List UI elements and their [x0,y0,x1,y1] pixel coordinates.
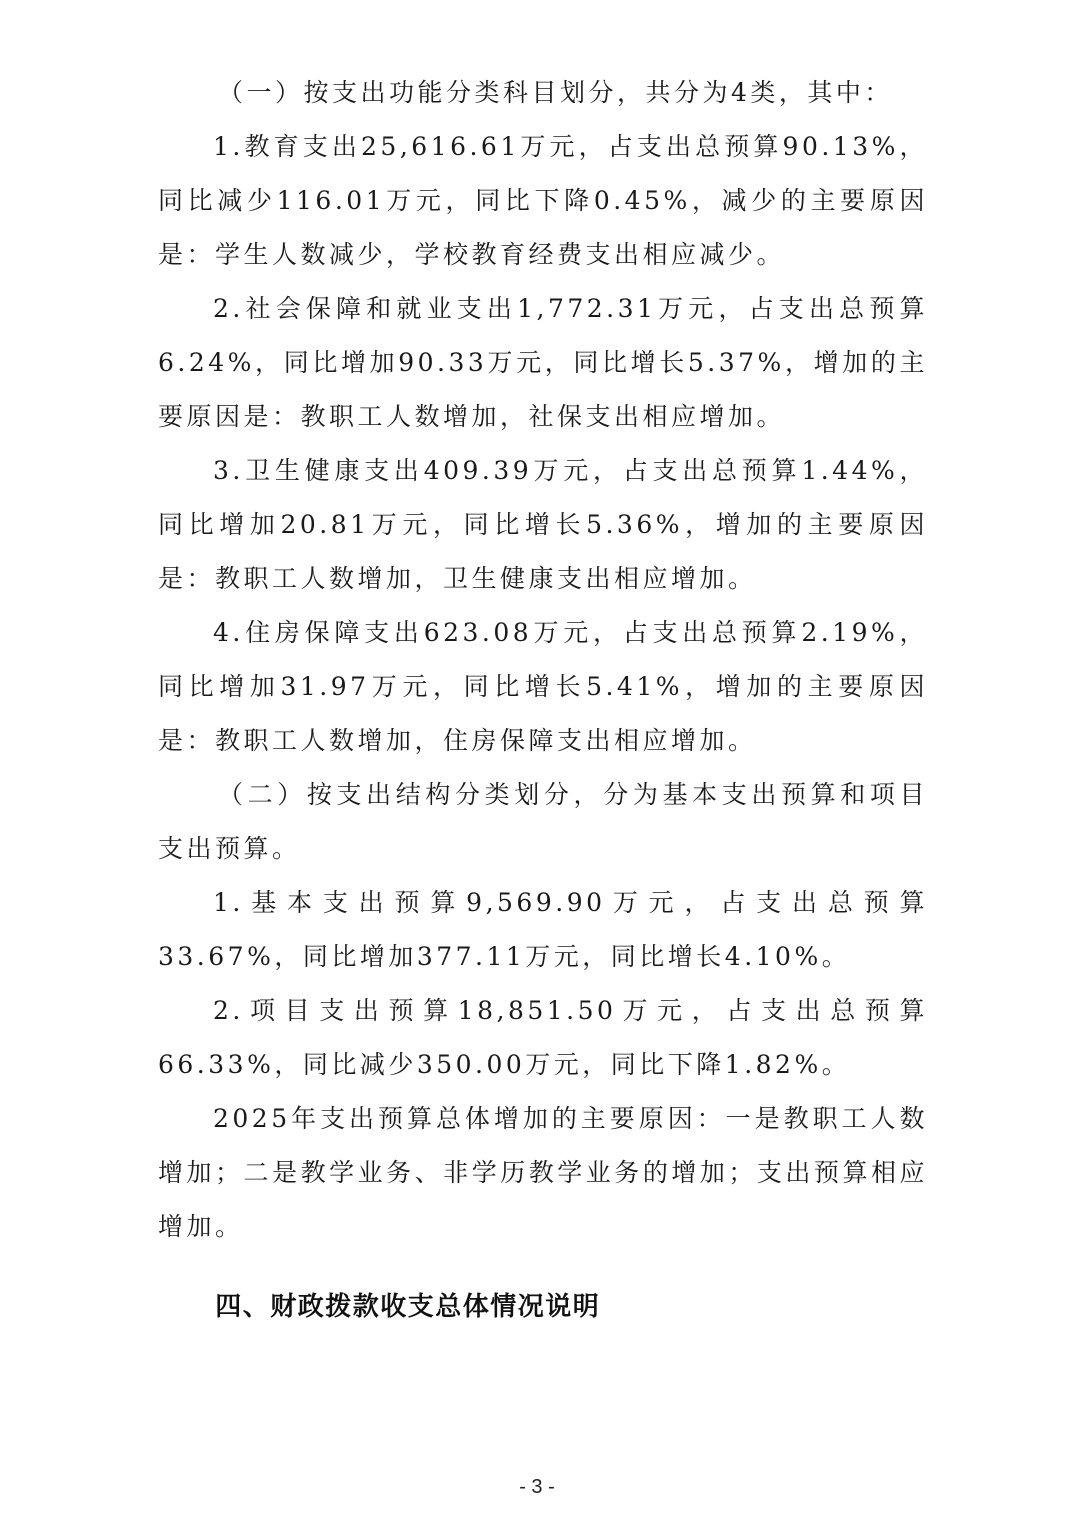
document-body [158,66,928,1334]
paragraph-social-security-expenditure: 2.社会保障和就业支出1,772.31万元，占支出总预算6.24%，同比增加90.33万元，同比增长5.37%，增加的主要原因是：教职工人数增加，社保支出相应增加。 [158,294,928,431]
paragraph-basic-expenditure: 1.基本支出预算9,569.90万元，占支出总预算33.67%，同比增加377.11万元，同比增长4.10%。 [158,888,928,971]
paragraph-structural-classification-intro: （二）按支出结构分类划分，分为基本支出预算和项目支出预算。 [158,780,928,863]
paragraph-housing-expenditure: 4.住房保障支出623.08万元，占支出总预算2.19%，同比增加31.97万元，同比增长5.41%，增加的主要原因是：教职工人数增加，住房保障支出相应增加。 [158,618,928,755]
paragraph-functional-classification-intro: （一）按支出功能分类科目划分，共分为4类，其中： [218,78,893,107]
paragraph-increase-reasons: 2025年支出预算总体增加的主要原因：一是教职工人数增加；二是教学业务、非学历教学业务的增加；支出预算相应增加。 [158,1104,928,1241]
paragraph-education-expenditure: 1.教育支出25,616.61万元，占支出总预算90.13%，同比减少116.01万元，同比下降0.45%，减少的主要原因是：学生人数减少，学校教育经费支出相应减少。 [158,132,928,269]
paragraph-health-expenditure: 3.卫生健康支出409.39万元，占支出总预算1.44%，同比增加20.81万元，同比增长5.36%，增加的主要原因是：教职工人数增加，卫生健康支出相应增加。 [158,456,928,593]
page-number: - 3 - [519,1476,555,1498]
paragraph-project-expenditure: 2.项目支出预算18,851.50万元，占支出总预算66.33%，同比减少350.00万元，同比下降1.82%。 [158,996,928,1079]
section-heading: 四、财政拨款收支总体情况说明 [215,1292,601,1322]
